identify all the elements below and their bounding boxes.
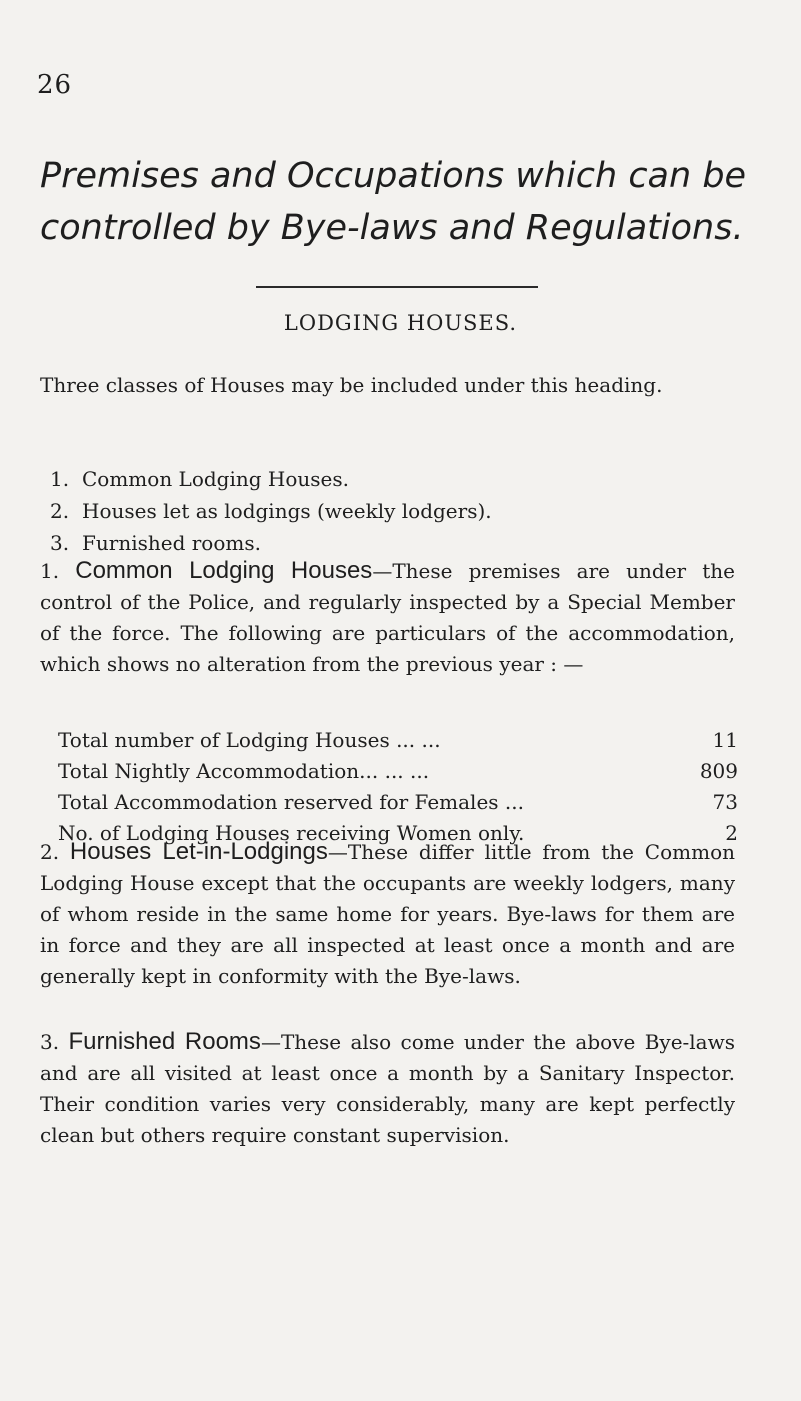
- list-item: 3. Furnished rooms.: [50, 531, 261, 555]
- section-text: —These premises are under the control of the Police, and regularly inspected by a Special Member of the force. The following are particulars of the accommodation, which shows no alteration from the previous year : —: [40, 559, 736, 676]
- section-number: 3.: [40, 1030, 60, 1054]
- section-number: 2.: [40, 840, 60, 864]
- furnished-rooms-paragraph: [40, 1026, 735, 1151]
- section-text: —These differ little from the Common Lodging House except that the occupants are weekly lodgers, many of whom reside in the same home for years. Bye-laws for them are in force and they are all inspected at least once a month and are generally kept in conformity with the Bye-laws.: [40, 840, 735, 988]
- stat-row: Total Nightly Accommodation... ... ... 809: [58, 759, 738, 783]
- house-classes-list: [50, 463, 492, 559]
- list-item: 2. Houses let as lodgings (weekly lodgers).: [50, 499, 492, 523]
- section-heading: LODGING HOUSES.: [283, 311, 518, 335]
- section-number: 1.: [40, 559, 60, 583]
- common-lodging-paragraph: [40, 555, 735, 680]
- section-heading-furnished-rooms: Furnished Rooms: [68, 1028, 261, 1055]
- title-line-1: Premises and Occupations which can be: [40, 156, 747, 196]
- stat-row: Total Accommodation reserved for Females ... 73: [58, 790, 738, 814]
- accommodation-stats: [58, 725, 738, 849]
- intro-paragraph: Three classes of Houses may be included under this heading.: [40, 373, 663, 397]
- houses-let-paragraph: [40, 836, 735, 992]
- title-line-2: controlled by Bye-laws and Regulations.: [40, 208, 744, 248]
- page-title: [40, 150, 780, 254]
- list-item: 1. Common Lodging Houses.: [50, 467, 350, 491]
- stat-row: No. of Lodging Houses receiving Women only. 2: [58, 821, 738, 845]
- section-text: —These also come under the above Bye-laws and are all visited at least once a month by a Sanitary Inspector. Their condition varies very considerably, many are kept perfectly clean but others require constant supervision.: [40, 1030, 735, 1147]
- stat-row: Total number of Lodging Houses ... ... 11: [58, 728, 738, 752]
- section-heading-common-lodging: Common Lodging Houses: [75, 557, 373, 584]
- page-number: 26: [37, 70, 73, 100]
- title-divider: [256, 286, 538, 288]
- section-heading-houses-let: Houses Let-in-Lodgings: [69, 838, 328, 865]
